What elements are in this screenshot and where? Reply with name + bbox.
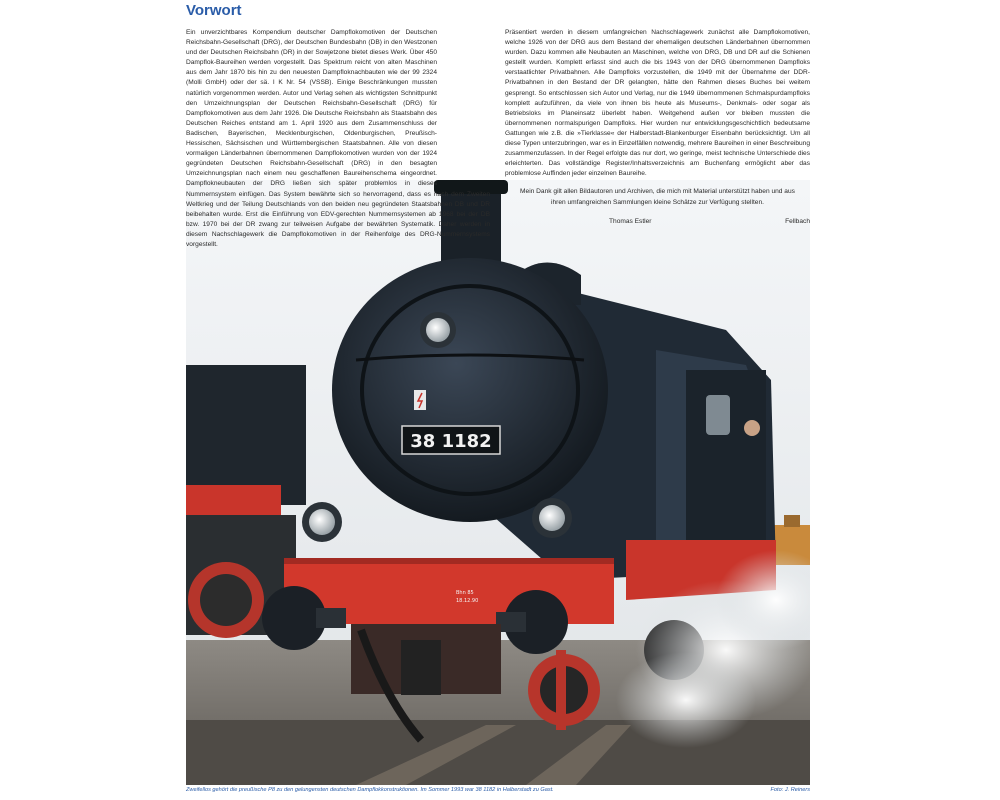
author-name: Thomas Estler [609,217,652,225]
photo-caption [186,787,810,793]
left-paragraph: Ein unverzichtbares Kompendium deutscher Dampflokomotiven der Deutschen Reichsbahn-Gesellschaft (DRG), der Deutschen Bundesbahn (DB) in den Westzonen und der Deutschen Reichsbahn (DR) in der Sowjetzone bietet dieses Werk. Über 450 Dampflok-Baureihen werden vorgestellt. Das Spektrum reicht von alten Maschinen aus dem Jahr 1870 bis hin zu den neuesten Dampfloknachbauten wie der 99 2324 (Molli GmbH) oder der sä. I K Nr. 54 (VSSB). Einige Beschränkungen mussten natürlich vorgenommen werden. Autor und Verlag sehen als wichtigsten Schnittpunkt den Umzeichnungsplan der Deutschen Reichsbahn-Gesellschaft (DRG) für Dampflokomotiven aus dem Jahr 1926. Die Deutsche Reichsbahn als Staatsbahn des Deutschen Reiches entstand am 1. April 1920 aus dem Zusammenschluss der Badischen, Bayerischen, Mecklenburgischen, Oldenburgischen, Preußisch-Hessischen, Sächsischen und Württembergischen Staatsbahnen. Alle von diesen vormaligen Länderbahnen übernommenen Dampflokomotiven wurden von der 1924 gegründeten Deutschen Reichsbahn-Gesellschaft (DRG) in den besagten Umzeichnungsplan nach einem neu geschaffenen Baureihenschema eingeordnet. Dampflokneubauten der DRG ließen sich später problemlos in dieses Nummernsystem einfügen. Das System bewährte sich so hervorragend, dass es nach dem Zweiten Weltkrieg und der Teilung Deutschlands von den beiden neu gegründeten Staatsbahnen DB und DR beibehalten wurde. Erst die Einführung von EDV-gerechten Nummernsystemen ab 1968 bei der DB bzw. 1970 bei der DR zwang zur teilweisen Aufgabe der bewährten Systematik. Daher werden in diesem Nachschlagewerk die Dampflokomotiven in der Reihenfolge des DRG-Nummernsystems vorgestellt. [186,29,490,248]
right-column [505,28,810,227]
photo-credit: Foto: J. Reiners [770,787,810,793]
page-title: Vorwort [186,2,242,19]
chimney-cutout [437,28,490,188]
small-plate-line2: 18.12.90 [456,598,479,604]
right-paragraph: Präsentiert werden in diesem umfangreichen Nachschlagewerk zunächst alle Dampflokomotiven, welche 1926 von der DRG aus dem Bestand der ehemaligen deutschen Länderbahnen übernommen wurden. Dazu kommen alle Neubauten an Maschinen, welche von DRG, DB und DR auf die Schienen gestellt wurden. Komplett erfasst sind auch die bis 1943 von der DRG übernommenen Dampfloks verstaatlichter Privatbahnen. Alle Dampfloks vorzustellen, die 1949 mit der Übernahme der DDR-Privatbahnen in den Bestand der DR gelangten, hätte den Rahmen dieses Buches bei weitem gesprengt. So entschlossen sich Autor und Verlag, nur die 1949 übernommenen Schmalspurdampfloks komplett aufzuführen, da viele von ihnen bis heute als Museums-, Denkmals- oder sogar als Betriebsloks im Planeinsatz überlebt haben. Weitgehend außen vor bleiben mussten die übernommenen normalspurigen Dampfloks. Hier wurden nur entwicklungsgeschichtlich bedeutsame Gattungen wie z.B. die »Tierklasse« der Halberstadt-Blankenburger Eisenbahn berücksichtigt. Um all diese Typen unterzubringen, war es in Einzelfällen notwendig, mehrere Baureihen in einer Beschreibung zusammenzufassen. In der Regel erfolgte das nur dort, wo geringe, meist technische Unterschiede dies erleichterten. Das vollständige Register/Inhaltsverzeichnis am Buchenfang ermöglicht aber das problemlose Auffinden jeder einzelnen Baureihe. [505,29,810,178]
author-place: Fellbach [785,217,810,225]
left-column [186,28,490,250]
small-plate-line1: Bhn 85 [456,590,474,596]
number-plate: 38 1182 [410,431,492,452]
locomotive-photo [186,180,810,785]
signature [505,217,810,227]
caption-text: Zweifellos gehört die preußische P8 zu den gelungensten deutschen Dampflokkonstruktionen. Im Sommer 1993 war 38 1182 in Halberstadt zu Gast. [186,787,554,793]
thanks-paragraph: Mein Dank gilt allen Bildautoren und Archiven, die mich mit Material unterstützt haben und aus ihren umfangreichen Sammlungen kleine Schätze zur Verfügung stellten. [520,188,795,206]
